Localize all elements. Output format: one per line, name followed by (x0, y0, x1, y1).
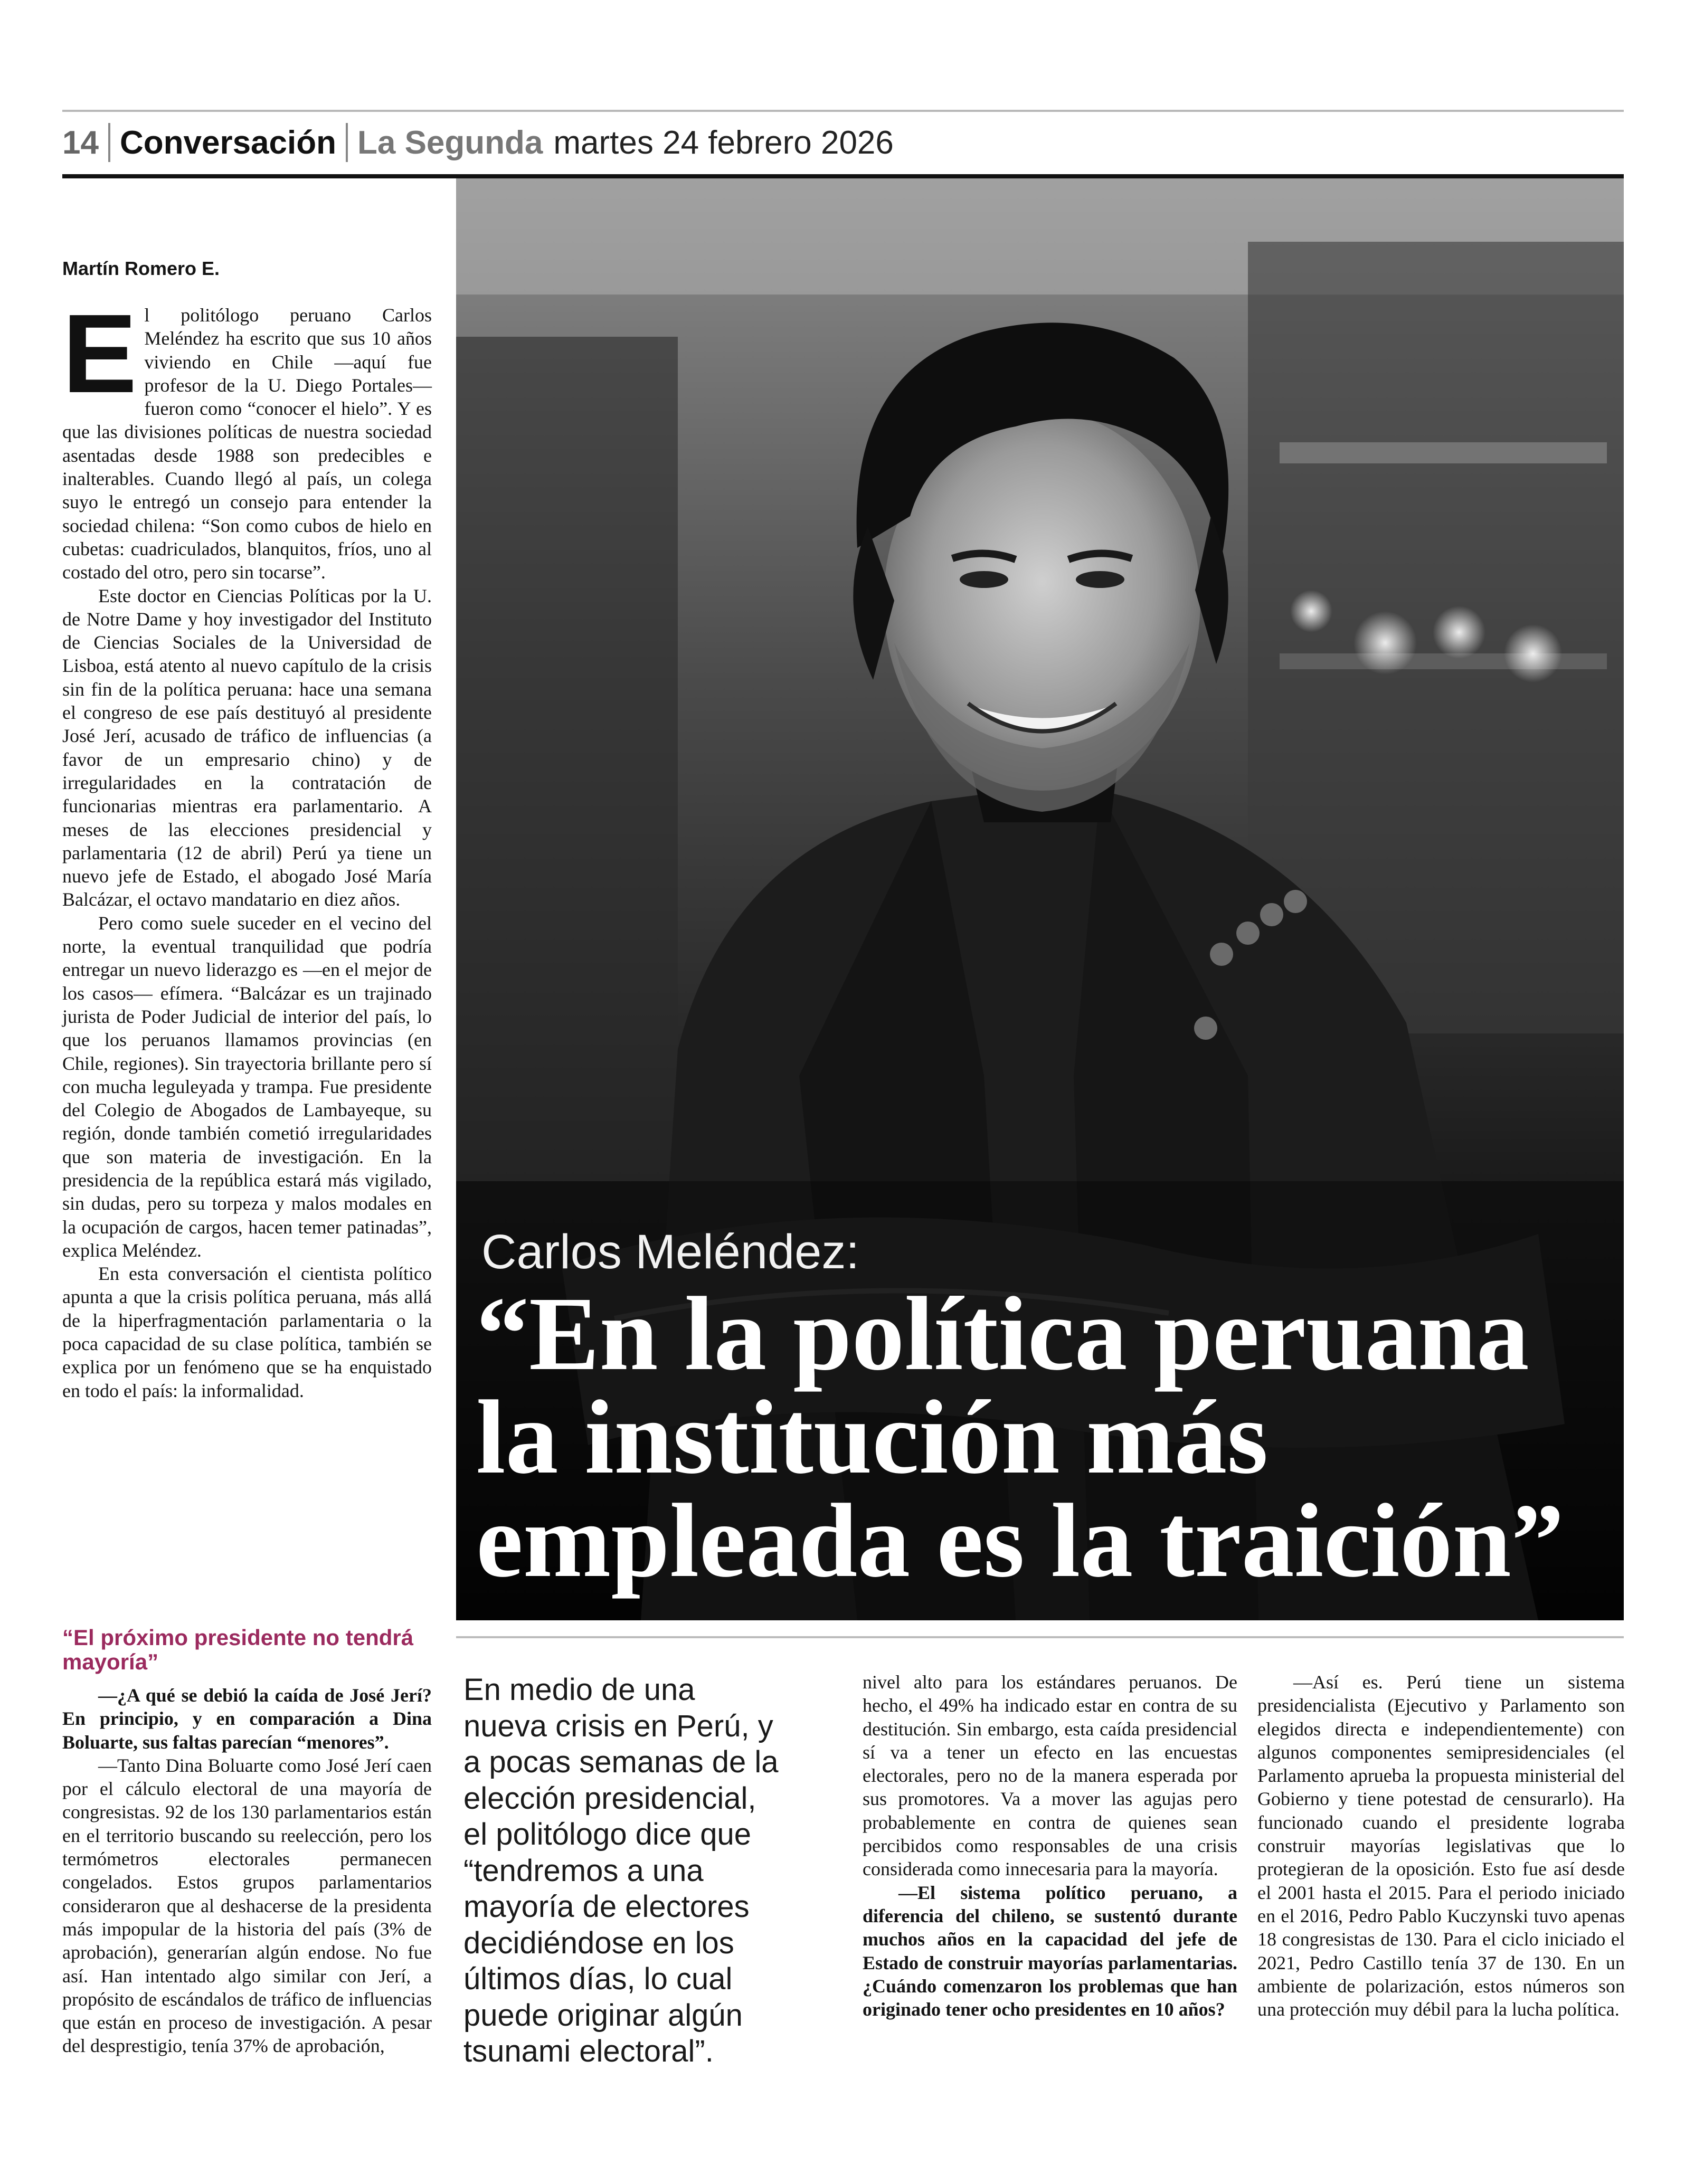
interview-column-middle (863, 1670, 1237, 2021)
interview-answer: —Tanto Dina Boluarte como José Jerí caen por el cálculo electoral de una mayoría de congresistas. 92 de los 130 parlamentarios están en el territorio buscando su reelección, pero los termómetros electorales permanecen congelados. Estos grupos parlamentarios consideraron que al deshacerse de la presidenta más impopular de la historia del país (3% de aprobación), generarían algún endose. No fue así. Han intentado algo similar con Jerí, a propósito de escándalos de tráfico de influencias que están en proceso de investigación. A pesar del desprestigio, tenía 37% de aprobación, (62, 1754, 432, 2057)
header-divider (346, 123, 348, 162)
intro-paragraph: Este doctor en Ciencias Políticas por la U. de Notre Dame y hoy investigador del Instituto de Ciencias Sociales de la Universidad de Lisboa, está atento al nuevo capítulo de la crisis sin fin de la política peruana: hace una semana el congreso de ese país destituyó al presidente José Jerí, acusado de tráfico de influencias (a favor de un empresario chino) y de irregularidades en la contratación de funcionarias mientras era parlamentario. A meses de las elecciones presidencial y parlamentaria (12 de abril) Perú ya tiene un nuevo jefe de Estado, el abogado José María Balcázar, el octavo mandatario en diez años. (62, 585, 432, 910)
page-number: 14 (62, 124, 99, 161)
header-top-rule (62, 110, 1624, 112)
intro-paragraph: Pero como suele suceder en el vecino del norte, la eventual tranquilidad que podría entregar un nuevo liderazgo es —en el mejor de los casos— efímera. “Balcázar es un trajinado jurista de Poder Judicial de interior del país, lo que los peruanos llamamos provincias (en Chile, regiones). Sin trayectoria brillante pero sí con mucha leguleyada y trampa. Fue presidente del Colegio de Abogados de Lambayeque, su región, donde también cometió irregularidades que son materia de investigación. En la presidencia de la república estará más vigilado, sin dudas, pero su torpeza y malos modales en la ocupación de cargos, hacen temer patinadas”, explica Meléndez. (62, 912, 432, 1261)
interview-question: —El sistema político peruano, a diferencia del chileno, se sustentó durante muchos años en la capacidad del jefe de Estado de construir mayorías parlamentarias. ¿Cuándo comenzaron los problemas que han originado tener ocho presidentes en 10 años? (863, 1882, 1237, 2020)
headline: “En la política peruana la institución más empleada es la traición” (476, 1276, 1564, 1599)
page-header (62, 116, 894, 169)
standfirst: En medio de una nueva crisis en Perú, y a pocas semanas de la elección presidencial, el politólogo dice que “tendremos a una mayoría de electores decidiéndose en los últimos días, lo cual puede originar algún tsunami electoral”. (463, 1673, 779, 2068)
interviewee-name: Carlos Meléndez: (481, 1225, 859, 1279)
subhead: “El próximo presidente no tendrá mayoría” (62, 1625, 414, 1674)
interview-column-right (1257, 1670, 1625, 2021)
header-divider (108, 123, 110, 162)
interview-answer: nivel alto para los estándares peruanos. De hecho, el 49% ha indicado estar en contra de su destitución. Sin embargo, esta caída presidencial sí va a tener un efecto en las encuestas electorales, pero no de la manera esperada por sus promotores. Va a mover las agujas pero probablemente en contra de quienes sean percibidos como responsables de una crisis considerada como innecesaria para la mayoría. (863, 1672, 1237, 1880)
interview-column-left (62, 1684, 432, 2058)
section-rule (456, 1636, 1624, 1638)
intro-paragraph: El politólogo peruano Carlos Meléndez ha escrito que sus 10 años viviendo en Chile —aquí fue profesor de la U. Diego Portales— fueron como “conocer el hielo”. Y es que las divisiones políticas de nuestra sociedad asentadas desde 1988 son predecibles e inalterables. Cuando llegó al país, un colega suyo le entregó un consejo para entender la sociedad chilena: “Son como cubos de hielo en cubetas: cuadriculados, blanquitos, fríos, uno al costado del otro, pero sin tocarse”. (62, 291, 432, 583)
byline: Martín Romero E. (62, 258, 220, 279)
section-name: Conversación (119, 124, 336, 161)
header-bottom-rule (62, 174, 1624, 178)
interview-question: —¿A qué se debió la caída de José Jerí? En principio, y en comparación a Dina Boluarte, sus faltas parecían “menores”. (62, 1685, 432, 1753)
interview-answer: —Así es. Perú tiene un sistema presidencialista (Ejecutivo y Parlamento son elegidos directa e independientemente) con algunos componentes semipresidenciales (el Parlamento aprueba la propuesta ministerial del Gobierno y tiene potestad de censurarlo). Ha funcionado cuando el presidente lograba construir mayorías legislativas que lo protegieran de la oposición. Esto fue así desde el 2001 hasta el 2015. Para el periodo iniciado en el 2016, Pedro Pablo Kuczynski tuvo apenas 18 congresistas de 130. Para el ciclo iniciado el 2021, Pedro Castillo tenía 37 de 130. En un ambiente de polarización, estos números son una protección muy débil para la lucha política. (1257, 1672, 1625, 2020)
intro-paragraph: En esta conversación el cientista político apunta a que la crisis política peruana, más allá de la hiperfragmentación parlamentaria o la poca capacidad de su clase política, también se explica por un fenómeno que se ha enquistado en todo el país: la informalidad. (62, 1263, 432, 1401)
drop-cap: E (62, 291, 137, 416)
newspaper-name: La Segunda (357, 124, 543, 161)
issue-date: martes 24 febrero 2026 (553, 124, 894, 161)
intro-column (62, 291, 432, 1402)
